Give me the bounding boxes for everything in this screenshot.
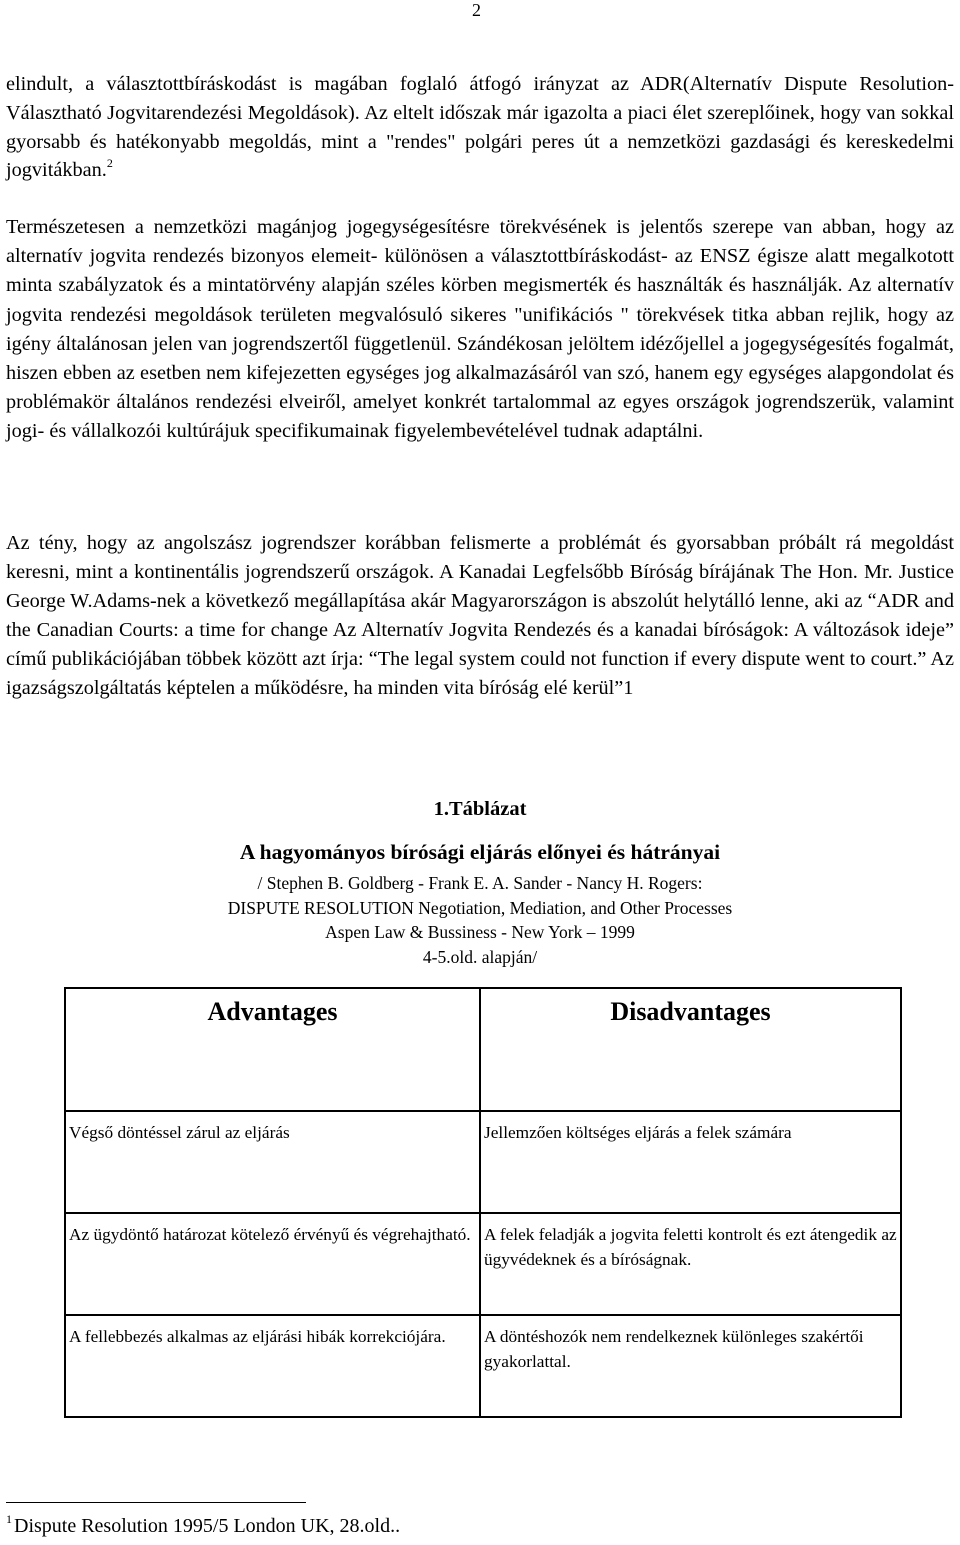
table-row: [65, 1213, 901, 1315]
advantage-cell: Végső döntéssel zárul az eljárás: [65, 1111, 480, 1213]
paragraph-text: elindult, a választottbíráskodást is magában foglaló átfogó irányzat az ADR(Alternatív Dispute Resolution-Választható Jogvitarendezési Megoldások). Az eltelt időszak már igazolta a piaci élet szereplőinek, hogy van sokkal gyorsabb és hatékonyabb megoldás, mint a "rendes" polgári peres út a nemzetközi gazdasági és kereskedelmi jogvitákban.: [6, 73, 954, 182]
paragraph-3: Az tény, hogy az angolszász jogrendszer korábban felismerte a problémát és gyorsabban próbált rá megoldást keresni, mint a kontinentális jogrendszerű országok. A Kanadai Legfelsőbb Bíróság bírájának The Hon. Mr. Justice George W.Adams-nek a következő megállapítása akár Magyarországon is abszolút helytálló lenne, aki az “ADR and the Canadian Courts: a time for change Az Alternatív Jogvita Rendezés és a kanadai bíróságok: A változások ideje” című publikációjában többek között azt írja: “The legal system could not function if every dispute went to court.” Az igazságszolgáltatás képtelen a működésre, ha minden vita bíróság elé kerül”1: [6, 532, 954, 699]
paragraph-2: Természetesen a nemzetközi magánjog jogegységesítésre törekvésének is jelentős szerepe van abban, hogy az alternatív jogvita rendezés bizonyos elemeit- különösen a választottbíráskodást- az ENSZ égisze alatt megalkotott minta szabályzatok és a mintatörvény alapján széles körben megismerték és használták és használják. Az alternatív jogvita rendezési megoldások területen megvalósuló sikeres "unifikációs " törekvések titka abban rejlik, hogy az igény általánosan jelen van jogrendszertől függetlenül. Szándékosan jelöltem idézőjellel a jogegységesítés fogalmát, hiszen ebben az esetben nem kifejezetten egységes jog alkalmazásáról van szó, hanem egy egységes alapgondolat és problémakör általános rendezési elveiről, amelyet konkrét tartalommal az egyes országok jogrendszerük, valamint jogi- és vállalkozói kultúrájuk specifikumainak figyelembevételével tudnak adaptálni.: [6, 216, 954, 443]
advantage-cell: Az ügydöntő határozat kötelező érvényű és végrehajtható.: [65, 1213, 480, 1315]
table-title: 1.Táblázat: [433, 798, 527, 820]
table-source: [0, 871, 960, 969]
disadvantage-cell: A felek feladják a jogvita feletti kontrolt és ezt átengedik az ügyvédeknek és a bíróságnak.: [480, 1213, 901, 1315]
source-line: / Stephen B. Goldberg - Frank E. A. Sander - Nancy H. Rogers:: [257, 873, 703, 893]
source-line: DISPUTE RESOLUTION Negotiation, Mediation, and Other Processes: [227, 897, 733, 918]
disadvantage-cell: A döntéshozók nem rendelkeznek különleges szakértői gyakorlattal.: [480, 1315, 901, 1417]
footnote: [6, 1512, 401, 1538]
footnote-separator: [6, 1502, 306, 1503]
source-line: Aspen Law & Bussiness - New York – 1999: [325, 922, 635, 942]
paragraph-1: [6, 70, 954, 185]
advantage-cell: A fellebbezés alkalmas az eljárási hibák korrekciójára.: [65, 1315, 480, 1417]
advantages-disadvantages-table: [64, 987, 902, 1418]
table-header-row: [65, 988, 901, 1111]
source-line: 4-5.old. alapján/: [422, 946, 538, 967]
header-advantages: Advantages: [65, 988, 480, 1111]
header-disadvantages: Disadvantages: [480, 988, 901, 1111]
table-row: [65, 1111, 901, 1213]
footnote-marker: 1: [6, 1512, 12, 1526]
footnote-text: Dispute Resolution 1995/5 London UK, 28.old..: [14, 1515, 401, 1537]
table-subtitle: A hagyományos bírósági eljárás előnyei és hátrányai: [239, 840, 721, 864]
footnote-reference: 2: [106, 156, 113, 171]
disadvantage-cell: Jellemzően költséges eljárás a felek számára: [480, 1111, 901, 1213]
table-row: [65, 1315, 901, 1417]
page-number: 2: [472, 0, 481, 20]
